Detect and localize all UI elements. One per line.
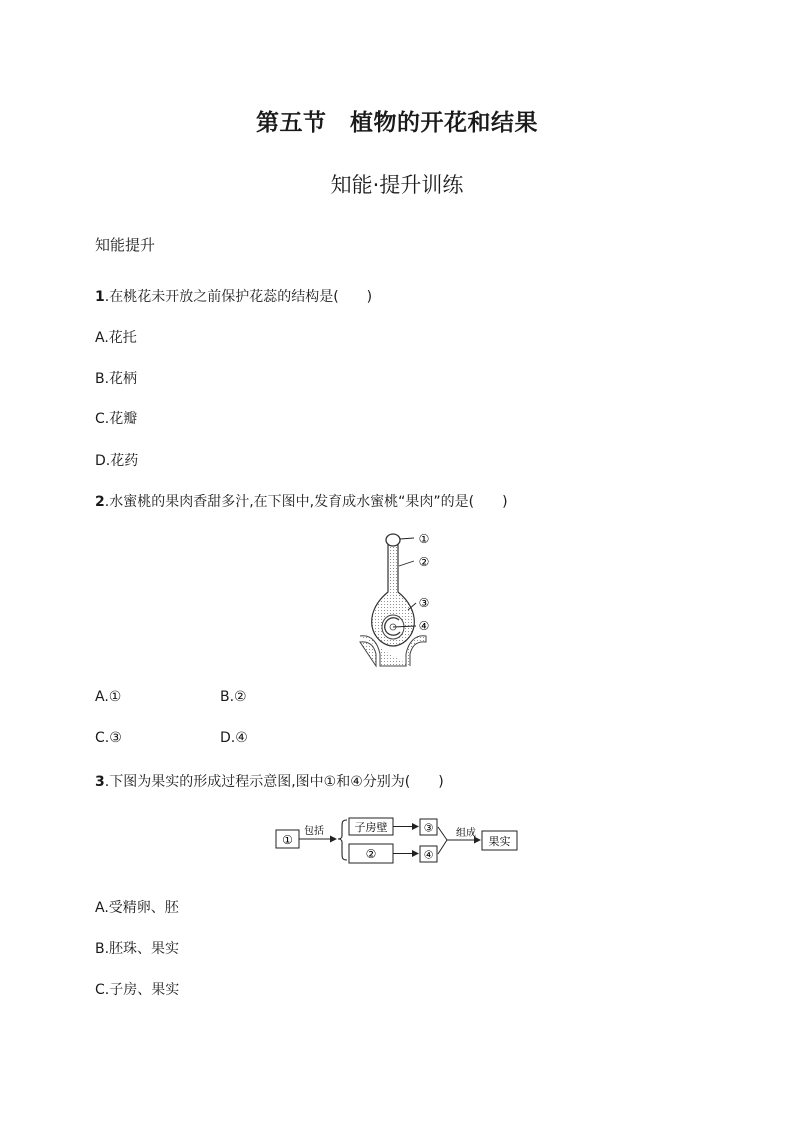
question-2: [95, 491, 508, 511]
box-4-label: ④: [423, 848, 434, 862]
option-b: B.胚珠、果实: [95, 941, 180, 957]
question-text: .下图为果实的形成过程示意图,图中①和④分别为( ): [104, 774, 444, 790]
figure-label-3: ③: [418, 596, 430, 610]
question-3: [95, 771, 444, 791]
figure-label-2: ②: [418, 555, 430, 569]
page-title: 第五节 植物的开花和结果: [256, 110, 538, 136]
option-c: C.子房、果实: [95, 982, 180, 998]
page-subtitle: 知能·提升训练: [330, 173, 464, 197]
brace-shape: [338, 820, 347, 860]
include-label: 包括: [304, 826, 324, 837]
option-b: B.②: [220, 689, 247, 705]
pistil-figure: [350, 528, 450, 668]
option-b: B.花柄: [95, 371, 138, 387]
option-a: A.受精卵、胚: [95, 900, 179, 916]
box-2-label: ②: [365, 847, 377, 861]
option-a: A.花托: [95, 330, 137, 346]
box-start-label: ①: [282, 833, 293, 847]
option-a: A.①: [95, 689, 122, 705]
option-d: D.花药: [95, 453, 139, 469]
box-ovary-wall-label: 子房壁: [354, 821, 388, 834]
option-d: D.④: [220, 730, 248, 746]
option-c: C.③: [95, 730, 122, 746]
question-1: [95, 286, 372, 306]
figure-label-1: ①: [418, 532, 430, 546]
question-number: 1: [95, 289, 105, 305]
compose-label: 组成: [456, 828, 476, 839]
figure-label-4: ④: [418, 619, 430, 633]
box-3-label: ③: [423, 821, 434, 835]
question-number: 3: [95, 774, 105, 790]
box-fruit-label: 果实: [488, 835, 511, 848]
fruit-formation-diagram: [270, 812, 525, 870]
question-number: 2: [95, 494, 105, 510]
stigma-shape: [386, 534, 400, 546]
option-c: C.花瓣: [95, 411, 138, 427]
section-heading: 知能提升: [95, 236, 156, 254]
question-text: .水蜜桃的果肉香甜多汁,在下图中,发育成水蜜桃“果肉”的是( ): [104, 494, 508, 510]
question-text: .在桃花未开放之前保护花蕊的结构是( ): [104, 289, 373, 305]
